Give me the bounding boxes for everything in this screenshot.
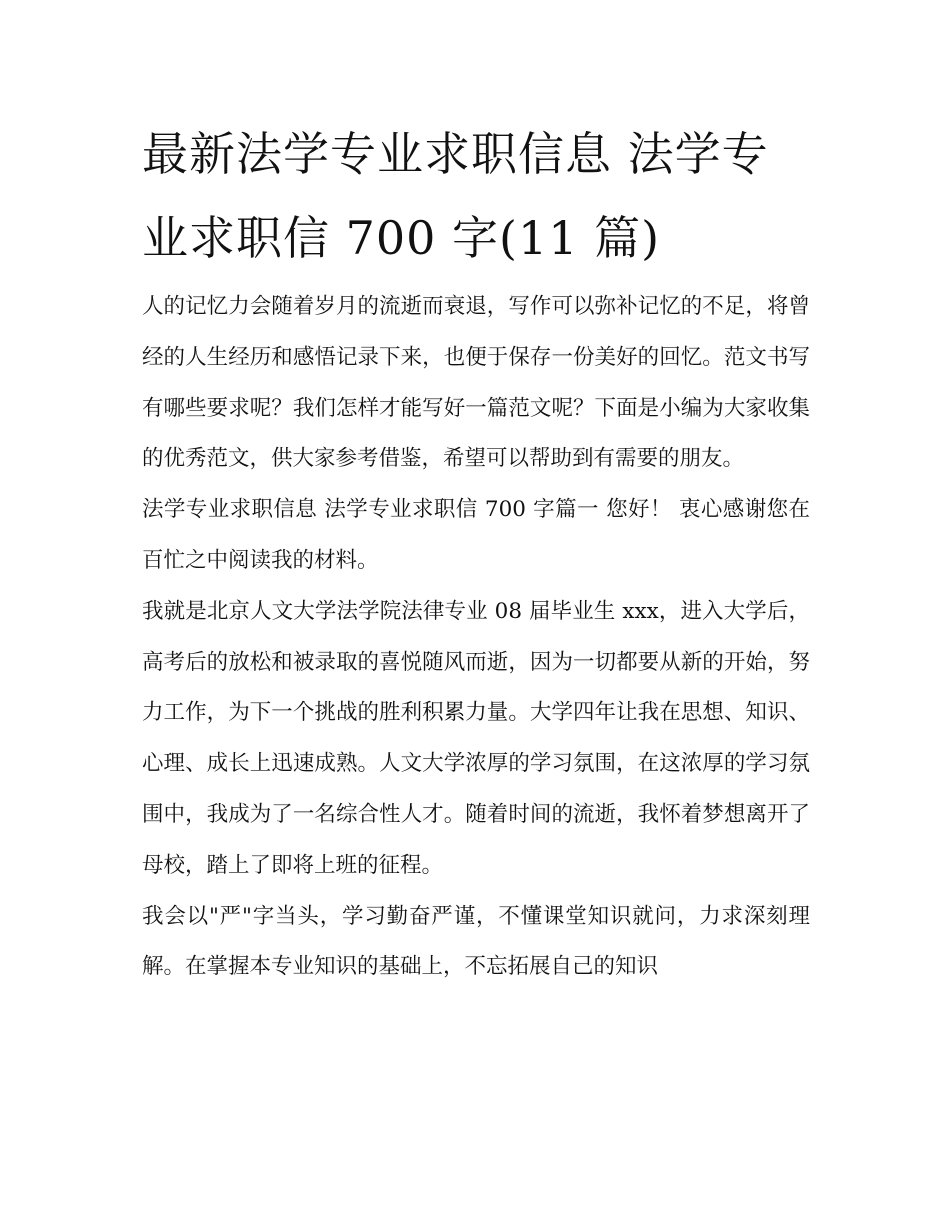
paragraph-study: 我会以"严"字当头，学习勤奋严谨，不懂课堂知识就问，力求深刻理解。在掌握本专业知识的基础上，不忘拓展自己的知识: [142, 903, 810, 980]
paragraph-background: 我就是北京人文大学法学院法律专业 08 届毕业生 xxx，进入大学后，高考后的放松和被录取的喜悦随风而逝，因为一切都要从新的开始，努力工作，为下一个挑战的胜利积累力量。大学四年让我在思想、知识、心理、成长上迅速成熟。人文大学浓厚的学习氛围，在这浓厚的学习氛围中，我成为了一名综合性人才。随着时间的流逝，我怀着梦想离开了母校，踏上了即将上班的征程。: [142, 598, 810, 878]
paragraph-intro: 人的记忆力会随着岁月的流逝而衰退，写作可以弥补记忆的不足，将曾经的人生经历和感悟记录下来，也便于保存一份美好的回忆。范文书写有哪些要求呢？我们怎样才能写好一篇范文呢？下面是小编为大家收集的优秀范文，供大家参考借鉴，希望可以帮助到有需要的朋友。: [142, 294, 810, 472]
document-title: 最新法学专业求职信息 法学专业求职信 700 字(11 篇): [142, 127, 769, 265]
paragraph-greeting: 法学专业求职信息 法学专业求职信 700 字篇一 您好！ 衷心感谢您在百忙之中阅读我的材料。: [142, 497, 810, 573]
document-page: [142, 112, 810, 993]
